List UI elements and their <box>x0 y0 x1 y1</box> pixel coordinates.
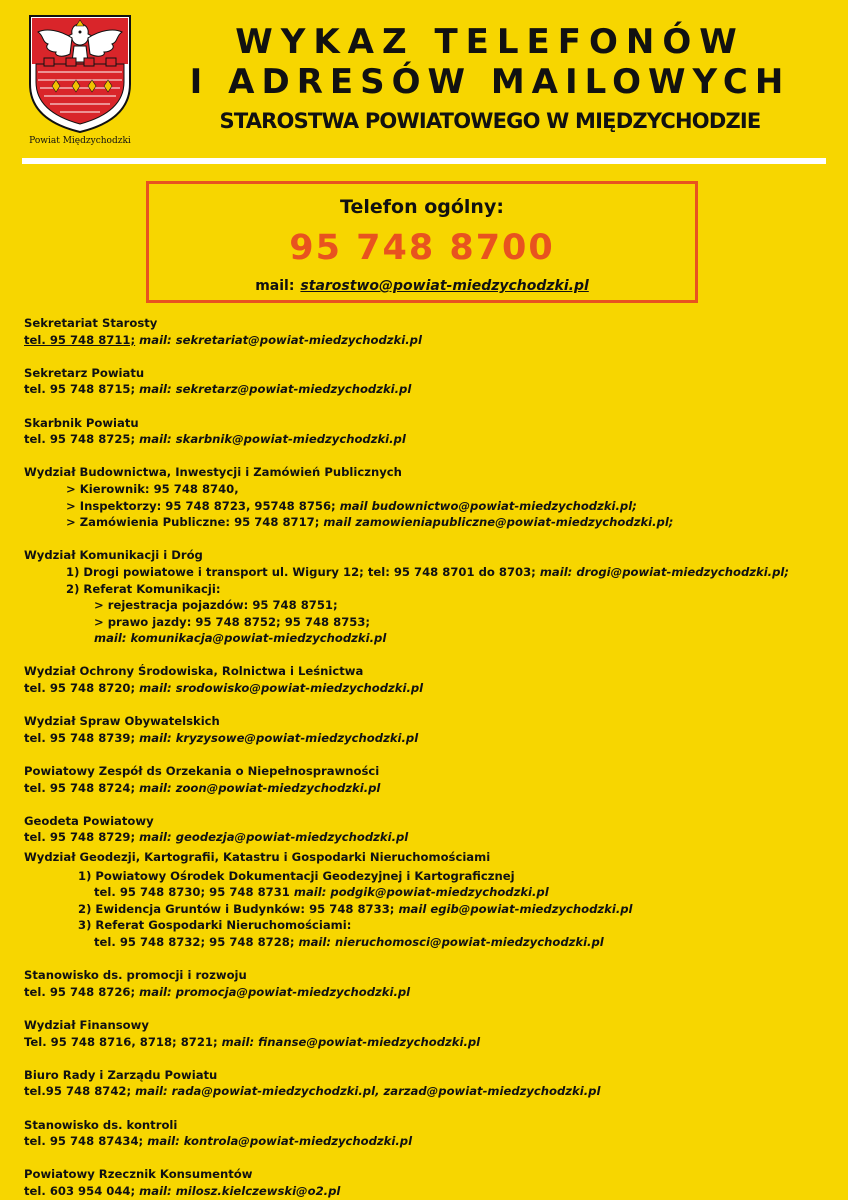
entry-tel: > Inspektorzy: 95 748 8723, 95748 8756; <box>66 498 336 513</box>
entry-title: Powiatowy Rzecznik Konsumentów <box>24 1167 253 1182</box>
general-contact-box <box>146 181 698 303</box>
general-mail-line <box>149 278 695 294</box>
entry-mail[interactable]: mail zamowieniapubliczne@powiat-miedzychodzki.pl; <box>319 515 674 530</box>
entry-mail[interactable]: mail: geodezja@powiat-miedzychodzki.pl <box>135 830 409 845</box>
entry-tel[interactable]: tel. 95 748 8711; <box>24 332 136 347</box>
entry-mail[interactable]: mail: milosz.kielczewski@o2.pl <box>135 1183 341 1198</box>
entry-title: Sekretarz Powiatu <box>24 365 145 380</box>
entry-mail[interactable]: mail: sekretariat@powiat-miedzychodzki.pl <box>135 332 422 347</box>
entry-geodeta <box>24 813 834 846</box>
entry-tel: 1) Drogi powiatowe i transport ul. Wigury 12; tel: 95 748 8701 do 8703; <box>66 564 536 579</box>
entry-title: Powiatowy Zespół ds Orzekania o Niepełnosprawności <box>24 764 380 779</box>
entry-tel: tel. 95 748 8730; 95 748 8731 <box>94 885 290 900</box>
entry-line: 3) Referat Gospodarki Nieruchomościami: <box>78 918 352 933</box>
entry-rada <box>24 1067 834 1100</box>
entry-mail[interactable]: mail: zoon@powiat-miedzychodzki.pl <box>135 780 381 795</box>
entry-sekretariat <box>24 315 834 348</box>
entry-sekretarz <box>24 365 834 398</box>
entry-title: Sekretariat Starosty <box>24 316 158 330</box>
entry-tel: tel. 95 748 8715; <box>24 382 136 397</box>
entry-budownictwo <box>24 464 834 530</box>
entry-kontrola <box>24 1117 834 1150</box>
entry-line: > rejestracja pojazdów: 95 748 8751; <box>94 598 338 613</box>
general-phone-number: 95 748 8700 <box>289 228 555 268</box>
entry-tel: tel. 603 954 044; <box>24 1183 136 1198</box>
entry-tel: tel. 95 748 8739; <box>24 730 136 745</box>
entry-line: 2) Referat Komunikacji: <box>66 581 221 596</box>
entry-title: Wydział Geodezji, Kartografii, Katastru i Gospodarki Nieruchomościami <box>24 850 491 864</box>
entry-mail[interactable]: mail: srodowisko@powiat-miedzychodzki.pl <box>135 681 424 696</box>
entry-mail[interactable]: mail: komunikacja@powiat-miedzychodzki.pl <box>94 631 387 646</box>
entry-tel: tel. 95 748 8720; <box>24 681 136 696</box>
entry-title: Biuro Rady i Zarządu Powiatu <box>24 1067 218 1082</box>
entry-tel: > Zamówienia Publiczne: 95 748 8717; <box>66 515 320 530</box>
general-phone-label: Telefon ogólny: <box>340 196 504 218</box>
entry-line: > Kierownik: 95 748 8740, <box>66 481 239 496</box>
entry-mail[interactable]: mail: finanse@powiat-miedzychodzki.pl <box>217 1034 481 1049</box>
entry-drogi <box>24 547 834 647</box>
entry-tel: tel. 95 748 87434; <box>24 1134 144 1149</box>
entry-mail[interactable]: mail: nieruchomosci@powiat-miedzychodzki.pl <box>294 934 604 949</box>
entry-title: Wydział Ochrony Środowiska, Rolnictwa i Leśnictwa <box>24 664 364 679</box>
entry-tel: Tel. 95 748 8716, 8718; 8721; <box>24 1034 218 1049</box>
entry-mail[interactable]: mail: rada@powiat-miedzychodzki.pl, zarzad@powiat-miedzychodzki.pl <box>131 1084 601 1099</box>
crest-caption: Powiat Międzychodzki <box>29 136 131 146</box>
entry-tel: tel. 95 748 8732; 95 748 8728; <box>94 934 295 949</box>
entry-srodowisko <box>24 663 834 696</box>
entry-title: Wydział Komunikacji i Dróg <box>24 548 203 563</box>
entry-line: > prawo jazdy: 95 748 8752; 95 748 8753; <box>94 614 371 629</box>
entry-title: Wydział Finansowy <box>24 1017 149 1032</box>
entry-tel: 2) Ewidencja Gruntów i Budynków: 95 748 8733; <box>78 901 395 916</box>
entry-title: Geodeta Powiatowy <box>24 813 154 828</box>
entry-mail[interactable]: mail egib@powiat-miedzychodzki.pl <box>394 901 633 916</box>
entry-mail[interactable]: mail: kontrola@powiat-miedzychodzki.pl <box>143 1134 413 1149</box>
entry-tel: tel.95 748 8742; <box>24 1084 132 1099</box>
entry-line: 1) Powiatowy Ośrodek Dokumentacji Geodezyjnej i Kartograficznej <box>78 868 515 883</box>
entry-mail[interactable]: mail: sekretarz@powiat-miedzychodzki.pl <box>135 382 412 397</box>
subtitle: STAROSTWA POWIATOWEGO W MIĘDZYCHODZIE <box>219 109 761 133</box>
entry-title: Stanowisko ds. kontroli <box>24 1117 178 1132</box>
entry-title: Skarbnik Powiatu <box>24 415 139 430</box>
entry-title: Stanowisko ds. promocji i rozwoju <box>24 968 247 983</box>
entry-obywatelskie <box>24 713 834 746</box>
entry-title: Wydział Budownictwa, Inwestycji i Zamówień Publicznych <box>24 465 402 480</box>
entry-tel: tel. 95 748 8724; <box>24 780 136 795</box>
contact-list <box>24 315 834 1199</box>
entry-skarbnik <box>24 415 834 448</box>
entry-tel: tel. 95 748 8725; <box>24 432 136 447</box>
entry-mail[interactable]: mail: podgik@powiat-miedzychodzki.pl <box>289 885 549 900</box>
entry-finanse <box>24 1017 834 1050</box>
general-mail-link[interactable]: starostwo@powiat-miedzychodzki.pl <box>300 278 589 294</box>
title-line-1: WYKAZ TELEFONÓW <box>235 22 745 62</box>
title-line-2: I ADRESÓW MAILOWYCH <box>189 62 791 102</box>
entry-mail[interactable]: mail: drogi@powiat-miedzychodzki.pl; <box>535 564 789 579</box>
coat-of-arms <box>24 12 136 148</box>
entry-promocja <box>24 967 834 1000</box>
entry-geodezja <box>24 849 834 951</box>
crest-eagle-icon <box>24 12 136 136</box>
entry-rzecznik <box>24 1166 834 1199</box>
general-mail-label: mail: <box>255 278 295 294</box>
entry-zoon <box>24 763 834 796</box>
entry-mail[interactable]: mail: skarbnik@powiat-miedzychodzki.pl <box>135 432 406 447</box>
entry-tel: tel. 95 748 8726; <box>24 984 136 999</box>
entry-title: Wydział Spraw Obywatelskich <box>24 714 220 729</box>
entry-tel: tel. 95 748 8729; <box>24 830 136 845</box>
entry-mail[interactable]: mail: promocja@powiat-miedzychodzki.pl <box>135 984 411 999</box>
divider <box>22 158 826 164</box>
entry-mail[interactable]: mail budownictwo@powiat-miedzychodzki.pl; <box>335 498 637 513</box>
entry-mail[interactable]: mail: kryzysowe@powiat-miedzychodzki.pl <box>135 730 419 745</box>
